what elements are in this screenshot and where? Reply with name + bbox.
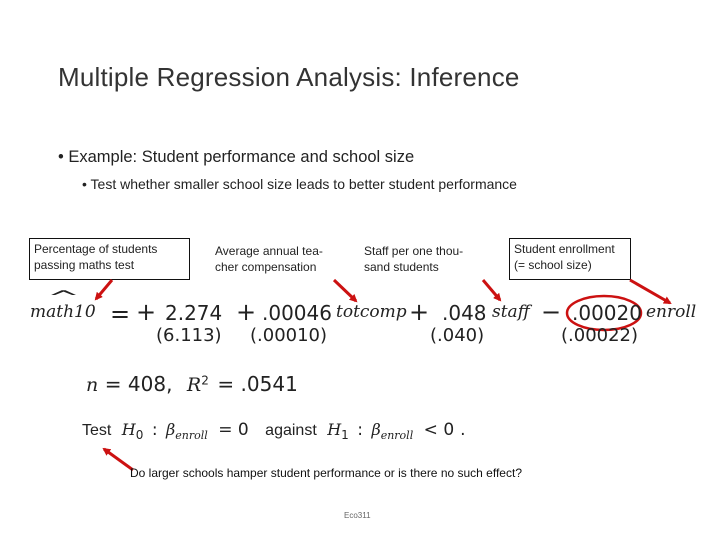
bullet-example: • Example: Student performance and school size — [58, 148, 415, 166]
slide-title: Multiple Regression Analysis: Inference — [58, 62, 520, 92]
beta-subscript: enroll — [175, 429, 208, 443]
regression-stats — [86, 372, 298, 396]
period: . — [460, 420, 466, 440]
h0-symbol: H — [121, 420, 136, 439]
dependent-variable: math10 — [30, 302, 96, 322]
equals-sign: = — [104, 372, 122, 396]
beta-symbol: β — [166, 420, 176, 439]
annotation-line: cher compensation — [215, 260, 317, 274]
hat-symbol: ^ — [46, 287, 81, 308]
h0-subscript: 0 — [135, 428, 144, 443]
annotation-line: Staff per one thou- — [364, 244, 464, 258]
h1-symbol: H — [327, 420, 342, 439]
minus-sign: − — [541, 298, 562, 326]
beta-symbol: β — [371, 420, 381, 439]
coef-staff: .048 — [442, 301, 487, 325]
footer-course-code: Eco311 — [344, 511, 371, 520]
var-totcomp: totcomp — [336, 302, 407, 322]
arrow-to-enroll — [630, 280, 670, 303]
colon: : — [151, 420, 158, 440]
arrow-to-totcomp — [334, 280, 356, 301]
question-text: Do larger schools hamper student performance or is there no such effect? — [130, 466, 522, 480]
arrow-to-test — [104, 449, 133, 470]
coef-totcomp: .00046 — [262, 301, 332, 325]
se-enroll: (.00022) — [561, 325, 639, 346]
plus-sign: + — [136, 298, 157, 326]
arrow-to-staff — [483, 280, 500, 300]
var-staff: staff — [492, 302, 530, 322]
colon: : — [357, 420, 363, 440]
annotation-line: sand students — [364, 260, 439, 274]
plus-sign: + — [409, 298, 430, 326]
h0-relation: = 0 — [218, 420, 249, 440]
r2-label: R — [186, 374, 202, 396]
r2-superscript: 2 — [201, 373, 209, 388]
h1-relation: < 0 — [423, 420, 455, 440]
hypothesis-line — [82, 420, 466, 442]
equals-sign: = — [217, 372, 235, 396]
annotation-line: Average annual tea- — [215, 244, 323, 258]
beta-subscript: enroll — [380, 429, 414, 443]
r2-value: .0541 — [240, 372, 298, 396]
arrow-to-math10 — [96, 280, 112, 299]
coef-enroll: .00020 — [572, 301, 642, 325]
plus-sign: + — [236, 298, 257, 326]
annotation-line: Percentage of students — [34, 242, 158, 256]
se-intercept: (6.113) — [156, 325, 222, 346]
test-word: Test — [82, 422, 112, 439]
equals-sign: = — [110, 300, 131, 328]
annotation-line: Student enrollment — [514, 242, 615, 256]
n-label: n — [86, 374, 99, 396]
h1-subscript: 1 — [341, 428, 349, 443]
against-word: against — [265, 422, 317, 439]
n-value: 408, — [127, 372, 173, 396]
coef-intercept: 2.274 — [165, 301, 223, 325]
se-totcomp: (.00010) — [250, 325, 328, 346]
bullet-test: • Test whether smaller school size leads to better student performance — [82, 176, 517, 192]
annotation-line: passing maths test — [34, 258, 135, 272]
annotation-line: (= school size) — [514, 258, 592, 272]
se-staff: (.040) — [430, 325, 485, 346]
var-enroll: enroll — [646, 302, 697, 322]
